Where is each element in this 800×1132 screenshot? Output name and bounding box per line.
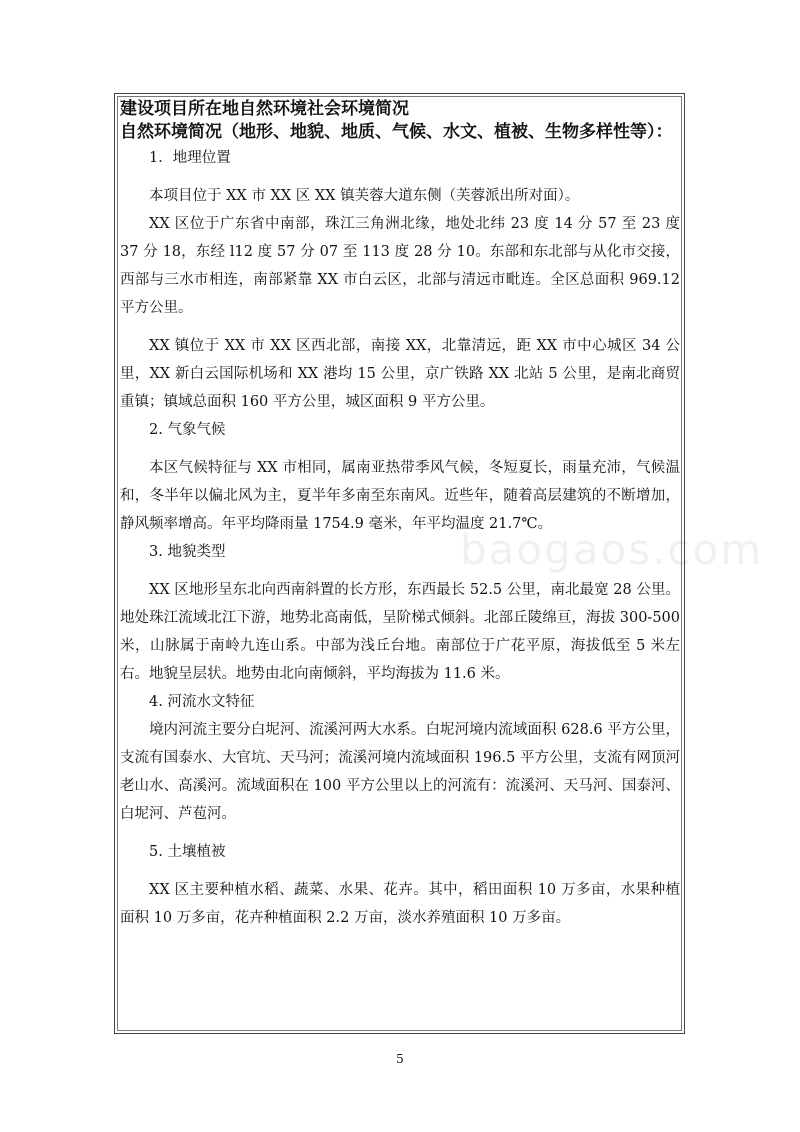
document-title: 建设项目所在地自然环境社会环境简况 xyxy=(120,99,409,119)
section-heading-location: 1．地理位置 xyxy=(149,150,231,166)
section-heading-landform: 3. 地貌类型 xyxy=(149,544,226,560)
document-content xyxy=(120,97,680,932)
document-subtitle: 自然环境简况（地形、地貌、地质、气候、水文、植被、生物多样性等）： xyxy=(120,122,673,142)
paragraph-location-1: 本项目位于 XX 市 XX 区 XX 镇芙蓉大道东侧（芙蓉派出所对面）。 xyxy=(149,188,580,204)
section-heading-vegetation: 5. 土壤植被 xyxy=(149,844,226,860)
watermark: baogaos.com xyxy=(460,525,764,574)
paragraph-hydrology: 境内河流主要分白坭河、流溪河两大水系。白坭河境内流域面积 628.6 平方公里，支流有国泰水、大官坑、天马河；流溪河境内流域面积 196.5 平方公里，支流有网顶河老山水、高溪河。流域面积在 100 平方公里以上的河流有：流溪河、天马河、国泰河、白坭河、芦苞河。 xyxy=(120,722,680,822)
section-heading-hydrology: 4. 河流水文特征 xyxy=(149,694,255,710)
paragraph-vegetation: XX 区主要种植水稻、蔬菜、水果、花卉。其中，稻田面积 10 万多亩，水果种植面积 10 万多亩，花卉种植面积 2.2 万亩，淡水养殖面积 10 万多亩。 xyxy=(120,882,680,926)
page-number: 5 xyxy=(396,1052,404,1066)
paragraph-location-3: XX 镇位于 XX 市 XX 区西北部，南接 XX，北靠清远，距 XX 市中心城区 34 公里，XX 新白云国际机场和 XX 港均 15 公里，京广铁路 XX 北站 5 公里，是南北商贸重镇；镇域总面积 160 平方公里，城区面积 9 平方公里。 xyxy=(120,338,680,410)
paragraph-climate: 本区气候特征与 XX 市相同，属南亚热带季风气候，冬短夏长，雨量充沛，气候温和，冬半年以偏北风为主，夏半年多南至东南风。近些年，随着高层建筑的不断增加，静风频率增高。年平均降雨量 1754.9 毫米，年平均温度 21.7℃。 xyxy=(120,460,680,532)
paragraph-landform: XX 区地形呈东北向西南斜置的长方形，东西最长 52.5 公里，南北最宽 28 公里。地处珠江流域北江下游，地势北高南低，呈阶梯式倾斜。北部丘陵绵亘，海拔 300-500 米，山脉属于南岭九连山系。中部为浅丘台地。南部位于广花平原，海拔低至 5 米左右。地貌呈层状。地势由北向南倾斜，平均海拔为 11.6 米。 xyxy=(120,582,680,682)
paragraph-location-2: XX 区位于广东省中南部，珠江三角洲北缘，地处北纬 23 度 14 分 57 至 23 度 37 分 18，东经 l12 度 57 分 07 至 113 度 28 分 10。东部和东北部与从化市交接，西部与三水市相连，南部紧靠 XX 市白云区，北部与清远市毗连。全区总面积 969.12 平方公里。 xyxy=(120,216,680,316)
section-heading-climate: 2. 气象气候 xyxy=(149,422,226,438)
